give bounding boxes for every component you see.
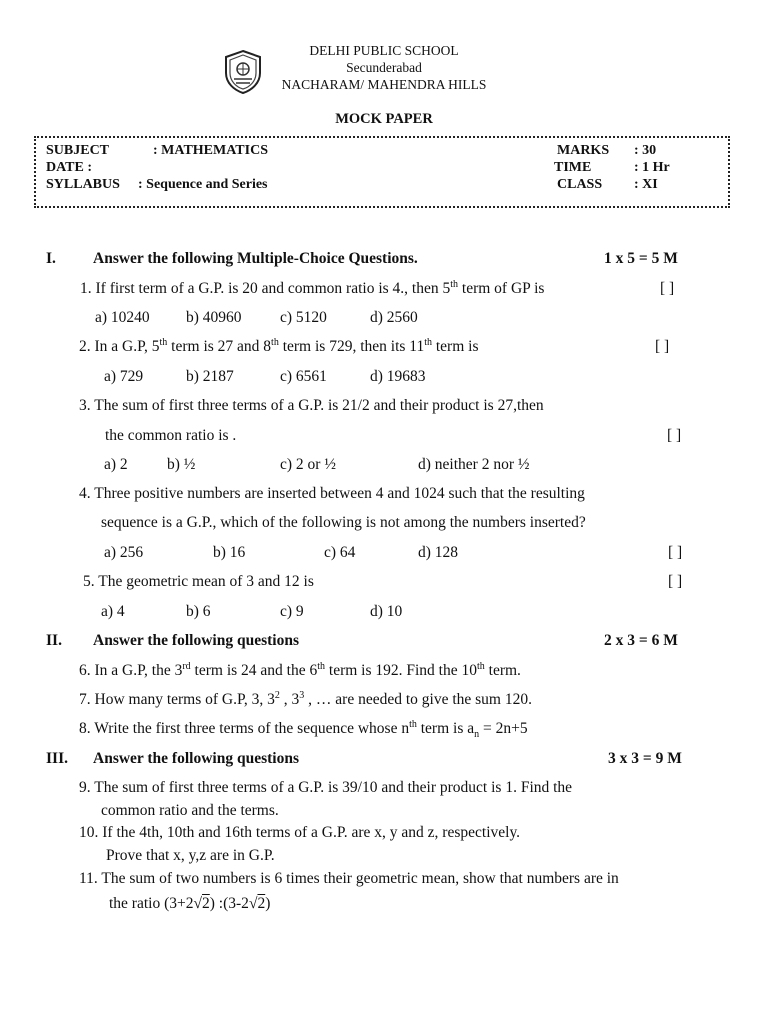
option-d: d) neither 2 nor ½ xyxy=(418,456,530,473)
question-7: 7. How many terms of G.P, 3, $3^2$ , $3^3$ , … are needed to give the sum 120. xyxy=(79,689,532,708)
section-marks: 2 x 3 = 6 M xyxy=(604,632,678,649)
question-4-line-2: sequence is a G.P., which of the following is not among the numbers inserted? xyxy=(101,514,586,531)
answer-bracket: [ ] xyxy=(668,544,683,561)
question-1: 1. If first term of a G.P. is 20 and common ratio is 4., then 5th term of GP is xyxy=(80,278,545,297)
option-b: b) 6 xyxy=(186,603,211,620)
class-label: CLASS xyxy=(557,177,603,192)
question-8: 8. Write the first three terms of the sequence whose $n^{th}$ term is $a_n = 2n+5$ xyxy=(79,718,528,741)
option-a: a) 256 xyxy=(104,544,144,561)
time-value: : 1 Hr xyxy=(634,160,670,175)
section-title: Answer the following questions xyxy=(93,750,299,767)
option-c: c) 2 or ½ xyxy=(280,456,336,473)
answer-bracket: [ ] xyxy=(668,573,683,590)
syllabus-label: SYLLABUS xyxy=(46,177,120,192)
date-label: DATE : xyxy=(46,160,93,175)
sqrt-symbol: √ xyxy=(193,895,203,912)
section-number: III. xyxy=(46,750,68,767)
question-9-line-2: common ratio and the terms. xyxy=(101,802,279,819)
subject-value: : MATHEMATICS xyxy=(153,143,268,158)
school-name: DELHI PUBLIC SCHOOL xyxy=(309,43,459,58)
answer-bracket: [ ] xyxy=(655,338,670,355)
option-c: c) 64 xyxy=(324,544,356,561)
option-a: a) 2 xyxy=(104,456,128,473)
school-branch: NACHARAM/ MAHENDRA HILLS xyxy=(281,77,487,92)
option-a: a) 729 xyxy=(104,368,144,385)
question-4-line-1: 4. Three positive numbers are inserted between 4 and 1024 such that the resulting xyxy=(79,485,585,502)
option-c: c) 9 xyxy=(280,603,304,620)
time-label: TIME xyxy=(554,160,592,175)
section-number: II. xyxy=(46,632,62,649)
question-6: 6. In a G.P, the 3rd term is 24 and the 6th term is 192. Find the 10th term. xyxy=(79,660,521,679)
option-d: d) 2560 xyxy=(370,309,418,326)
question-11-line-2: the ratio (3+2√2) :(3-2√2) xyxy=(109,895,271,912)
option-b: b) 40960 xyxy=(186,309,242,326)
question-3-line-1: 3. The sum of first three terms of a G.P. is 21/2 and their product is 27,then xyxy=(79,397,544,414)
option-b: b) 16 xyxy=(213,544,246,561)
option-a: a) 4 xyxy=(101,603,125,620)
section-marks: 1 x 5 = 5 M xyxy=(604,250,678,267)
marks-label: MARKS xyxy=(557,143,610,158)
option-b: b) ½ xyxy=(167,456,196,473)
school-city: Secunderabad xyxy=(346,60,422,75)
sqrt-symbol: √ xyxy=(248,895,258,912)
option-d: d) 128 xyxy=(418,544,459,561)
option-a: a) 10240 xyxy=(95,309,150,326)
option-d: d) 10 xyxy=(370,603,403,620)
section-title: Answer the following Multiple-Choice Questions. xyxy=(93,250,418,267)
answer-bracket: [ ] xyxy=(667,427,682,444)
option-b: b) 2187 xyxy=(186,368,234,385)
answer-bracket: [ ] xyxy=(660,280,675,297)
marks-value: : 30 xyxy=(634,143,657,158)
question-10-line-1: 10. If the 4th, 10th and 16th terms of a G.P. are x, y and z, respectively. xyxy=(79,824,521,841)
paper-title: MOCK PAPER xyxy=(335,111,433,127)
section-title: Answer the following questions xyxy=(93,632,299,649)
question-3-line-2: the common ratio is . xyxy=(105,427,237,444)
section-marks: 3 x 3 = 9 M xyxy=(608,750,682,767)
question-11-line-1: 11. The sum of two numbers is 6 times their geometric mean, show that numbers are in xyxy=(79,870,619,887)
question-5: 5. The geometric mean of 3 and 12 is xyxy=(83,573,314,590)
class-value: : XI xyxy=(634,177,658,192)
syllabus-value: : Sequence and Series xyxy=(138,177,268,192)
section-number: I. xyxy=(46,250,56,267)
option-c: c) 6561 xyxy=(280,368,327,385)
subject-label: SUBJECT xyxy=(46,143,110,158)
question-10-line-2: Prove that x, y,z are in G.P. xyxy=(106,847,275,864)
info-box xyxy=(34,136,730,208)
question-9-line-1: 9. The sum of first three terms of a G.P. is 39/10 and their product is 1. Find the xyxy=(79,779,573,796)
option-c: c) 5120 xyxy=(280,309,327,326)
option-d: d) 19683 xyxy=(370,368,426,385)
question-2: 2. In a G.P, 5th term is 27 and 8th term is 729, then its 11th term is xyxy=(79,336,479,355)
